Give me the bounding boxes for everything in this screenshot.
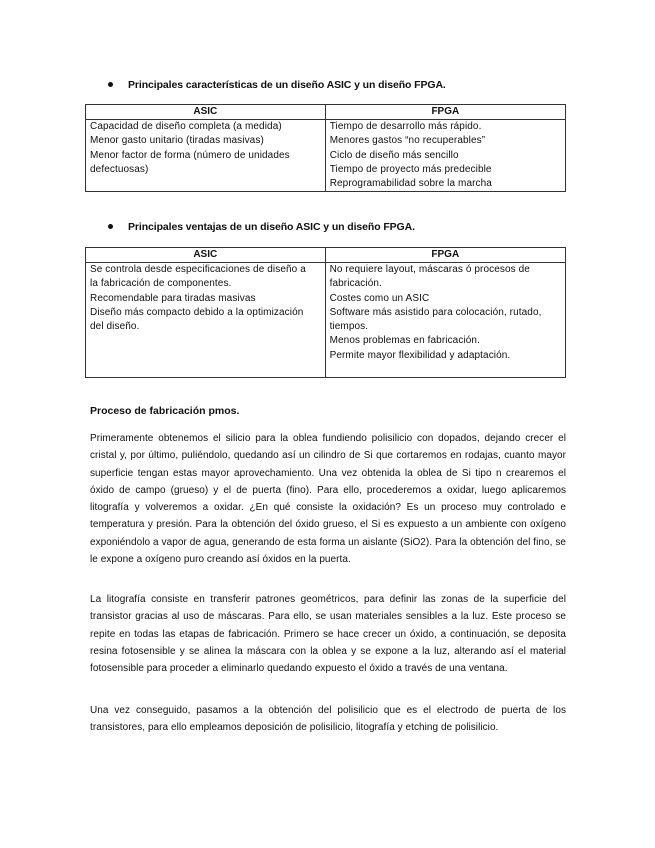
cell-line: la fabricación de componentes. <box>90 278 232 290</box>
process-paragraph-3: Una vez conseguido, pasamos a la obtención del polisilicio que es el electrodo de puerta de los transistores, para ello empleamos deposición de polisilicio, litografía y etching de polisilicio. <box>90 705 566 734</box>
section2-heading <box>108 221 415 233</box>
cell-line: fabricación. <box>329 278 382 290</box>
cell-line: Reprogramabilidad sobre la marcha <box>329 178 492 190</box>
cell-line: tiempos. <box>329 321 369 333</box>
cell-line: Ciclo de diseño más sencillo <box>329 149 459 161</box>
process-paragraph-2: La litografía consiste en transferir patrones geométricos, para definir las zonas de la superficie del transistor gracias al uso de máscaras. Para ello, se usan materiales sensibles a la luz. Este proceso se repite en todas las etapas de fabricación. Primero se hace crecer un óxido, a continuación, se deposita resina fotosensible y se alinea la máscara con la oblea y se expone a la luz, alterando así el material fotosensible para proceder a eliminarlo quedando expuesto el óxido a través de una ventana. <box>90 594 566 675</box>
table-header-row <box>86 248 566 263</box>
table-header-row <box>86 105 566 120</box>
cell-line: Tiempo de proyecto más predecible <box>329 163 492 175</box>
cell-line: del diseño. <box>90 321 140 333</box>
cell-line: defectuosas) <box>90 163 149 175</box>
cell-line: Permite mayor flexibilidad y adaptación. <box>329 349 511 361</box>
cell-line: Menor gasto unitario (tiradas masivas) <box>90 135 264 147</box>
asic-cell <box>86 263 326 378</box>
cell-line: No requiere layout, máscaras ó procesos de <box>329 264 530 275</box>
column-header-fpga: FPGA <box>325 248 565 263</box>
cell-line: Menores gastos “no recuperables” <box>329 135 486 147</box>
section1-heading <box>108 79 446 91</box>
column-header-asic: ASIC <box>86 105 326 120</box>
table-row <box>86 120 566 192</box>
process-title: Proceso de fabricación pmos. <box>90 405 240 417</box>
advantages-table <box>85 247 566 378</box>
bullet-icon <box>108 82 113 87</box>
fpga-cell <box>325 120 565 192</box>
section2-heading-text: Principales ventajas de un diseño ASIC y un diseño FPGA. <box>128 221 415 233</box>
cell-line: Capacidad de diseño completa (a medida) <box>90 121 282 132</box>
cell-line: Menos problemas en fabricación. <box>329 335 480 347</box>
fpga-cell <box>325 263 565 378</box>
cell-line: Menor factor de forma (número de unidades <box>90 149 290 161</box>
table-row <box>86 263 566 378</box>
column-header-fpga: FPGA <box>325 105 565 120</box>
cell-line: Diseño más compacto debido a la optimización <box>90 306 304 318</box>
cell-line: Recomendable para tiradas masivas <box>90 292 256 304</box>
cell-line: Se controla desde especificaciones de diseño a <box>90 264 306 275</box>
bullet-icon <box>108 224 113 229</box>
column-header-asic: ASIC <box>86 248 326 263</box>
cell-line: Costes como un ASIC <box>329 292 430 304</box>
characteristics-table <box>85 104 566 192</box>
section1-heading-text: Principales características de un diseño ASIC y un diseño FPGA. <box>128 79 446 91</box>
cell-line: Tiempo de desarrollo más rápido. <box>329 121 482 132</box>
asic-cell <box>86 120 326 192</box>
process-paragraph-1: Primeramente obtenemos el silicio para la oblea fundiendo polisilicio con dopados, dejando crecer el cristal y, por último, puliéndolo, quedando así un cilindro de Si que cortaremos en rodajas, cuanto mayor superficie tengan estas mayor aprovechamiento. Una vez obtenida la oblea de Si tipo n crearemos el óxido de campo (grueso) y el de puerta (fino). Para ello, procederemos a oxidar, luego aplicaremos litografía y volveremos a oxidar. ¿En qué consiste la oxidación? Es un proceso muy controlado e temperatura y presión. Para la obtención del óxido grueso, el Si es expuesto a un ambiente con oxígeno exponiéndolo a vapor de agua, generando de esta forma un aislante (SiO2). Para la obtención del fino, se le expone a oxígeno puro creando así óxidos en la puerta. <box>90 433 566 566</box>
cell-line: Software más asistido para colocación, rutado, <box>329 306 542 318</box>
